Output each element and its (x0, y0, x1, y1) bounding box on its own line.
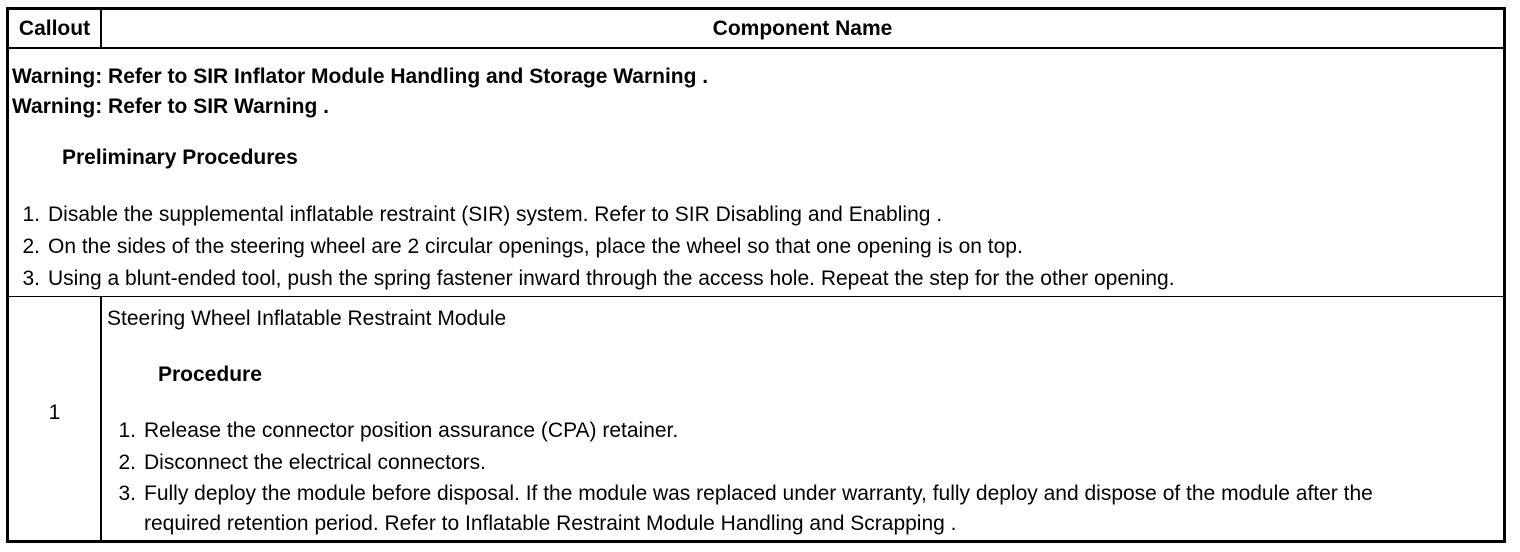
component-table (6, 7, 1506, 543)
warnings (12, 62, 708, 122)
table-header (9, 10, 1503, 49)
list-item: 2. Disconnect the electrical connectors. (118, 451, 486, 474)
step-text: Release the connector position assurance (CPA) retainer. (144, 419, 679, 442)
callout-cell (9, 297, 102, 540)
preliminary-procedures-title: Preliminary Procedures (62, 146, 298, 169)
header-component-name: Component Name (712, 17, 893, 40)
row-divider (9, 296, 1503, 297)
step-text: Disable the supplemental inflatable restraint (SIR) system. Refer to SIR Disabling and Enabling . (48, 203, 943, 226)
warning-text: Warning: Refer to SIR Inflator Module Handling and Storage Warning . (12, 65, 709, 88)
warning-text: Warning: Refer to SIR Warning . (12, 95, 329, 118)
step-text: Using a blunt-ended tool, push the spring fastener inward through the access hole. Repeat the step for the other opening. (48, 267, 1175, 290)
list-item: 1. Release the connector position assurance (CPA) retainer. (118, 419, 679, 442)
list-item: 2. On the sides of the steering wheel are 2 circular openings, place the wheel so that one opening is on top. (22, 235, 1023, 258)
step-text: Fully deploy the module before disposal. If the module was replaced under warranty, fully deploy and dispose of the module after the required retention period. Refer to Inflatable Restraint Module Handling and Scrapping . (144, 482, 1373, 535)
list-item: 1. Disable the supplemental inflatable restraint (SIR) system. Refer to SIR Disabling and Enabling . (22, 203, 943, 226)
preliminary-steps-list (12, 199, 1175, 295)
procedure-steps-list (108, 415, 1448, 539)
step-text: Disconnect the electrical connectors. (144, 451, 486, 474)
list-item: 3. Fully deploy the module before disposal. If the module was replaced under warranty, fully deploy and dispose of the module after the required retention period. Refer to Inflatable Restraint Module Handling and Scrapping . (118, 482, 1373, 535)
list-item: 3. Using a blunt-ended tool, push the spring fastener inward through the access hole. Repeat the step for the other opening. (22, 267, 1175, 290)
callout-number: 1 (48, 401, 61, 424)
component-name: Steering Wheel Inflatable Restraint Module (107, 307, 507, 330)
header-callout: Callout (9, 10, 102, 47)
procedure-title: Procedure (158, 363, 262, 386)
step-text: On the sides of the steering wheel are 2 circular openings, place the wheel so that one opening is on top. (48, 235, 1023, 258)
